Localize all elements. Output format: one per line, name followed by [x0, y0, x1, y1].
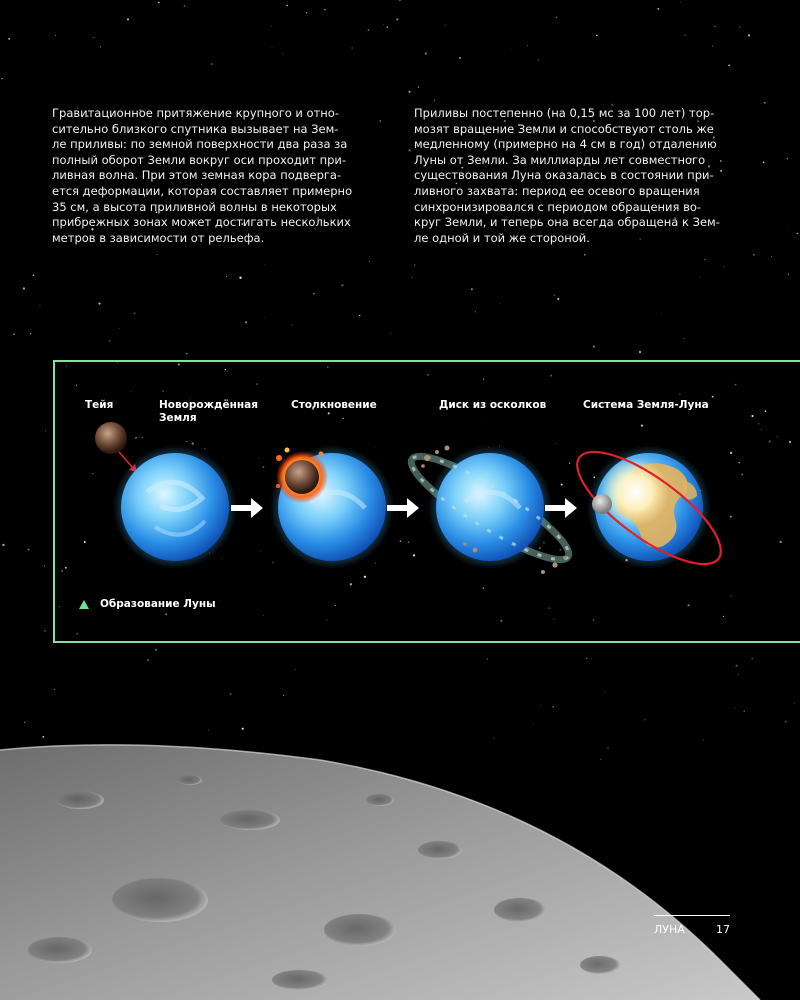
legend-label: Образование Луны — [100, 598, 216, 610]
legend-triangle-icon — [79, 600, 89, 609]
label-debris-disk: Диск из осколков — [439, 399, 547, 411]
process-arrow-3 — [545, 505, 567, 511]
newborn-earth — [121, 453, 229, 561]
text-column-left — [52, 106, 370, 246]
theia-planet — [95, 422, 127, 454]
moon-formation-diagram — [53, 360, 800, 643]
page-footer — [654, 915, 730, 936]
label-newborn-earth: Новорождённая Земля — [159, 399, 258, 424]
paragraph-tides: Гравитационное притяжение крупного и отно- сительно близкого спутника вызывает на Зем- ле приливы: по земной поверхности два раза за полный оборот Земли вокруг оси проходит при- ливная волна. При этом земная кора подверга- ется деформации, которая составляет примерно 35 см, а высота приливной волны в некоторых прибрежных зонах может достигать нескольких метров в зависимости от рельефа. — [52, 106, 353, 245]
label-collision: Столкновение — [291, 399, 377, 411]
paragraph-tidal-lock: Приливы постепенно (на 0,15 мс за 100 лет) тор- мозят вращение Земли и способствуют столь же медленному (примерно на 4 см в год) отдалению Луны от Земли. За миллиарды лет совместного существования Луна оказалась в состоянии при- ливного захвата: период ее осевого вращения синхронизировался с периодом обращения во- круг Земли, и теперь она всегда обращена к Зем- ле одной и той же стороной. — [414, 106, 720, 245]
label-theia: Тейя — [85, 399, 114, 411]
footer-section-title: ЛУНА — [654, 923, 685, 936]
process-arrow-1 — [231, 505, 253, 511]
process-arrow-2 — [387, 505, 409, 511]
diagram-legend — [79, 598, 216, 610]
label-earth-moon-system: Система Земля-Луна — [583, 399, 709, 411]
text-column-right — [414, 106, 732, 246]
theia-impact — [285, 460, 319, 494]
moon-surface-image — [0, 740, 800, 1000]
moon — [592, 494, 612, 514]
page-number: 17 — [716, 923, 730, 936]
